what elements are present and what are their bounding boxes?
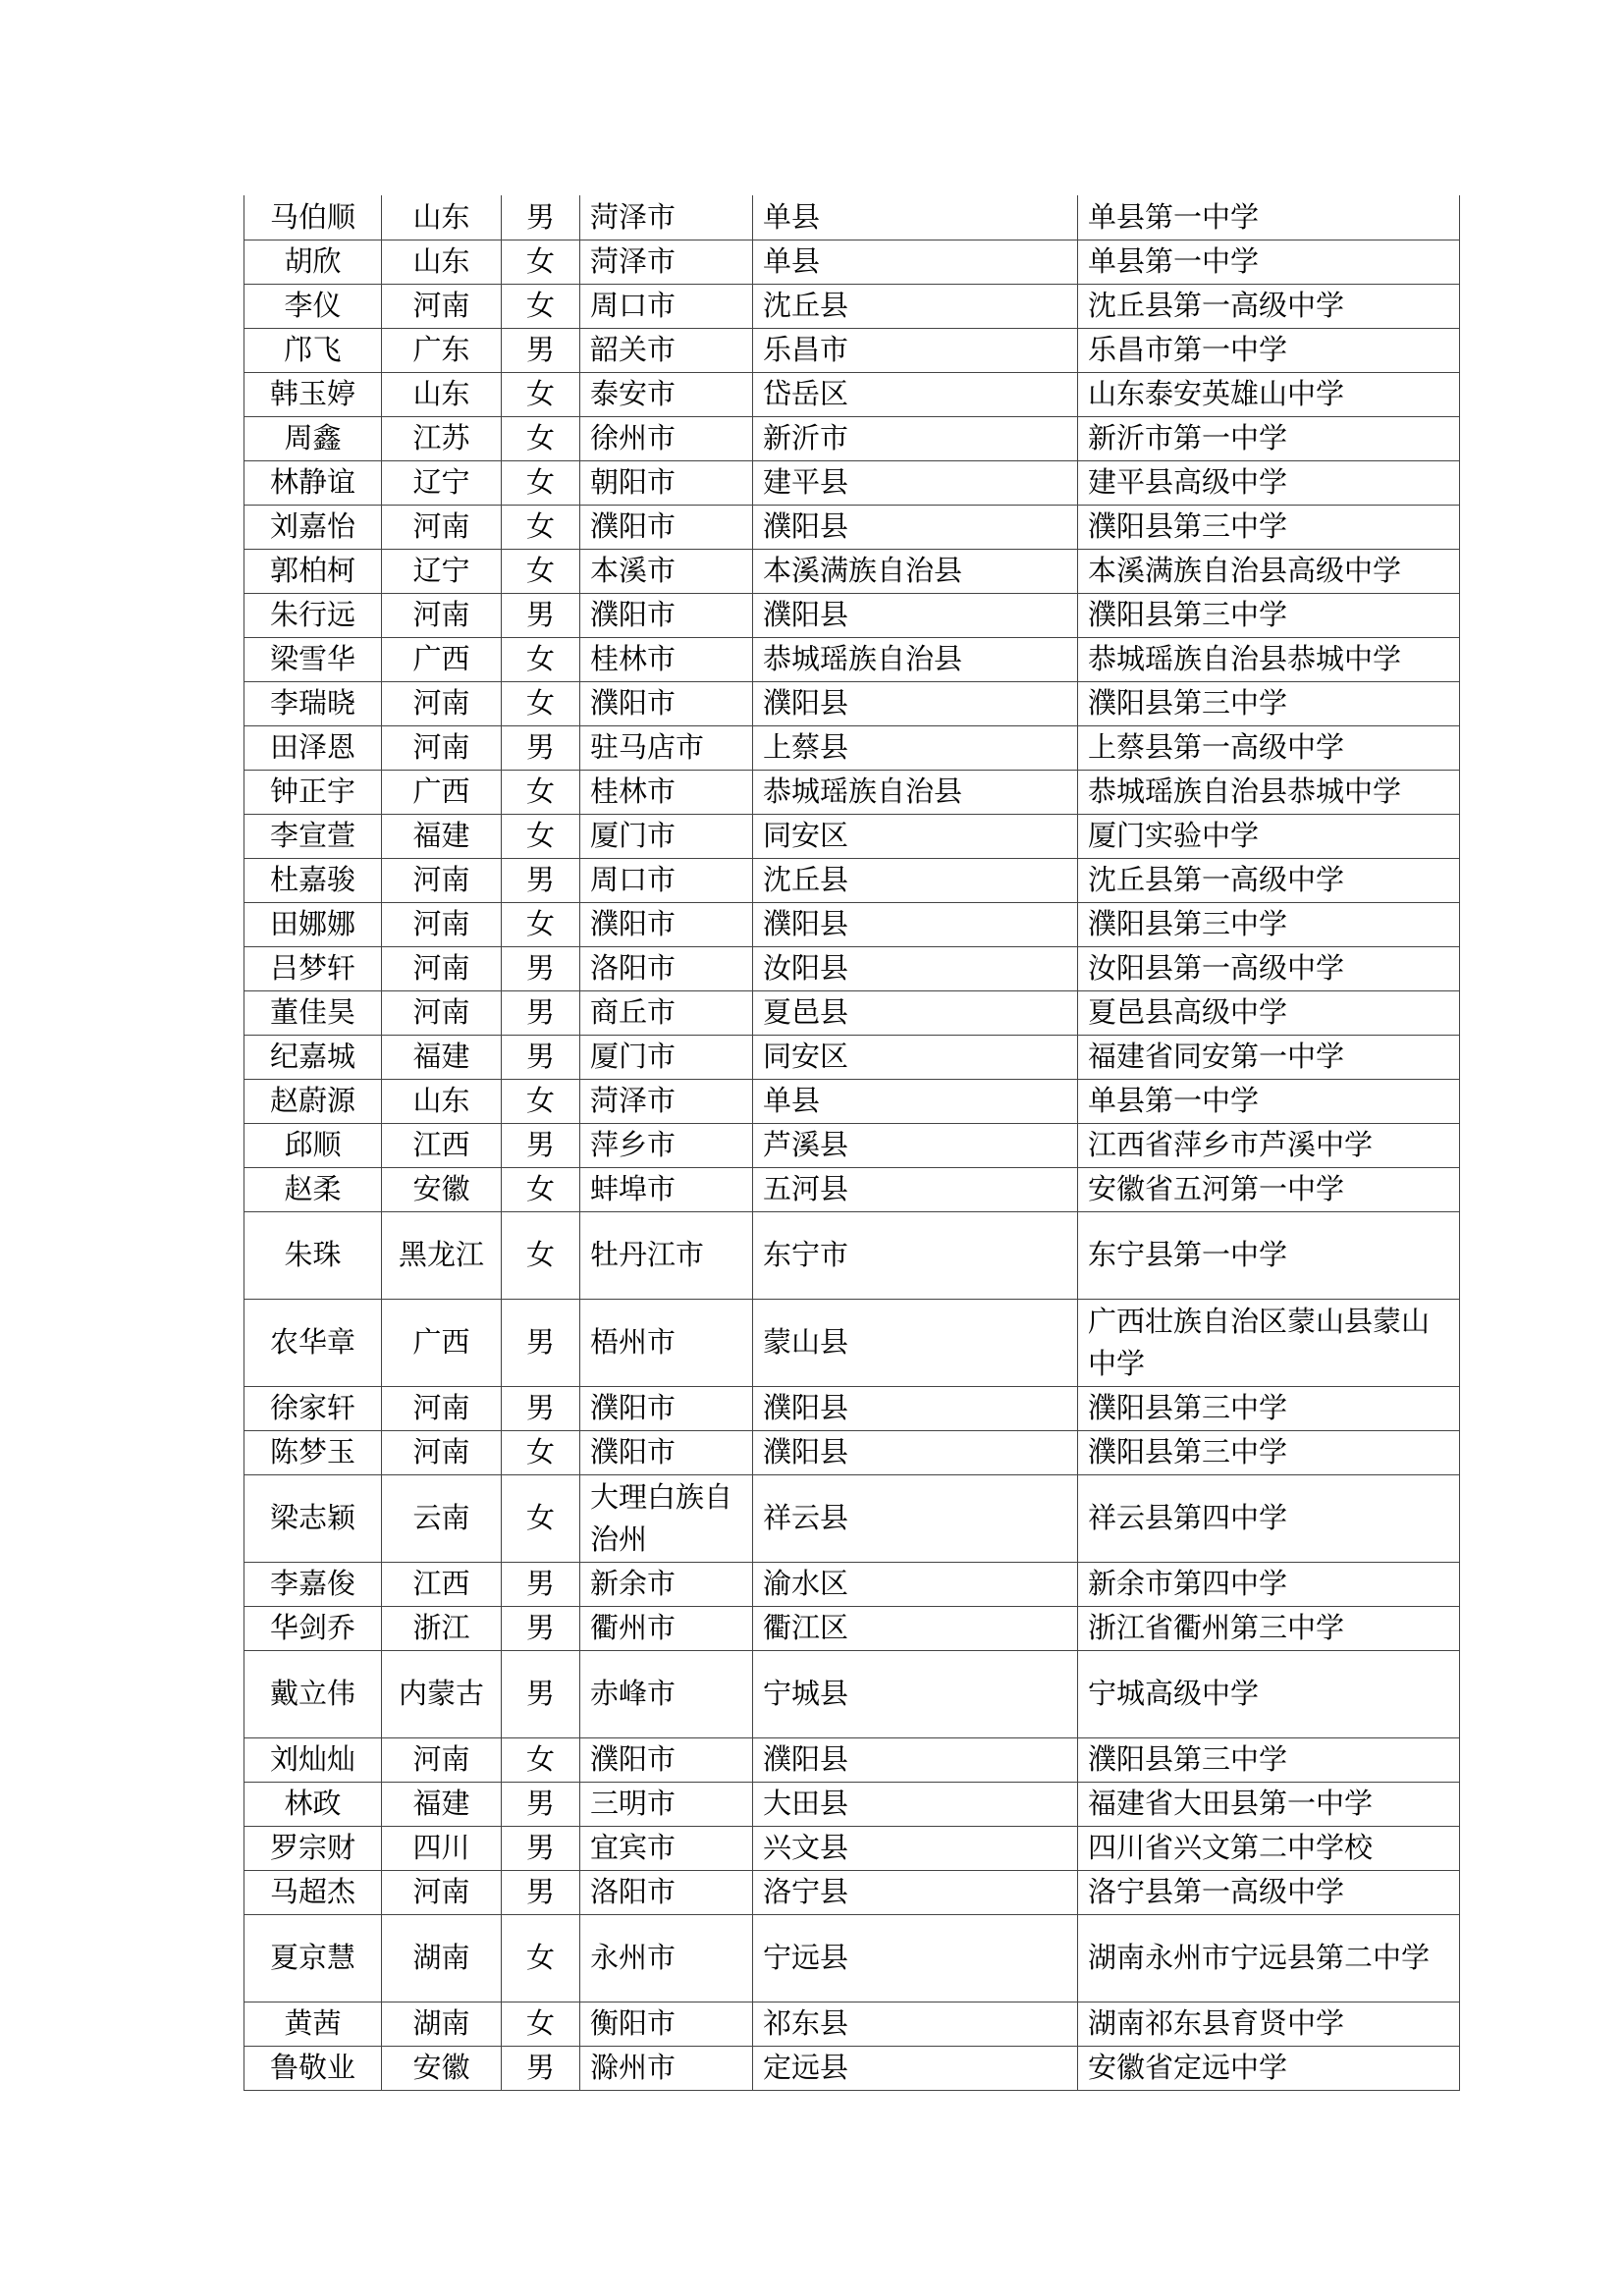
name-cell: 胡欣 [244, 240, 382, 284]
table-row [244, 2046, 1460, 2090]
name-cell: 鲁敬业 [244, 2046, 382, 2090]
table-row [244, 416, 1460, 460]
name-cell: 邝飞 [244, 328, 382, 372]
city-cell: 三明市 [580, 1782, 753, 1826]
gender-cell: 女 [502, 1914, 580, 2002]
school-cell: 宁城高级中学 [1078, 1650, 1460, 1737]
county-cell: 新沂市 [753, 416, 1078, 460]
city-cell: 菏泽市 [580, 240, 753, 284]
province-cell: 河南 [382, 505, 502, 549]
table-row [244, 681, 1460, 725]
city-cell: 赤峰市 [580, 1650, 753, 1737]
gender-cell: 女 [502, 1474, 580, 1562]
name-cell: 刘嘉怡 [244, 505, 382, 549]
gender-cell: 女 [502, 1211, 580, 1299]
table-row [244, 2002, 1460, 2046]
province-cell: 四川 [382, 1826, 502, 1870]
province-cell: 黑龙江 [382, 1211, 502, 1299]
county-cell: 宁远县 [753, 1914, 1078, 2002]
school-cell: 恭城瑶族自治县恭城中学 [1078, 770, 1460, 814]
city-cell: 濮阳市 [580, 1386, 753, 1430]
county-cell: 东宁市 [753, 1211, 1078, 1299]
county-cell: 濮阳县 [753, 505, 1078, 549]
name-cell: 田泽恩 [244, 725, 382, 770]
city-cell: 新余市 [580, 1562, 753, 1606]
school-cell: 湖南永州市宁远县第二中学 [1078, 1914, 1460, 2002]
province-cell: 河南 [382, 284, 502, 328]
county-cell: 夏邑县 [753, 990, 1078, 1035]
county-cell: 蒙山县 [753, 1299, 1078, 1386]
table-row [244, 814, 1460, 858]
gender-cell: 女 [502, 240, 580, 284]
school-cell: 新沂市第一中学 [1078, 416, 1460, 460]
school-cell: 四川省兴文第二中学校 [1078, 1826, 1460, 1870]
school-cell: 濮阳县第三中学 [1078, 681, 1460, 725]
table-row [244, 902, 1460, 946]
name-cell: 朱行远 [244, 593, 382, 637]
city-cell: 韶关市 [580, 328, 753, 372]
school-cell: 本溪满族自治县高级中学 [1078, 549, 1460, 593]
school-cell: 洛宁县第一高级中学 [1078, 1870, 1460, 1914]
city-cell: 大理白族自治州 [580, 1474, 753, 1562]
name-cell: 李仪 [244, 284, 382, 328]
school-cell: 广西壮族自治区蒙山县蒙山中学 [1078, 1299, 1460, 1386]
gender-cell: 男 [502, 1299, 580, 1386]
school-cell: 厦门实验中学 [1078, 814, 1460, 858]
city-cell: 濮阳市 [580, 902, 753, 946]
table-row [244, 1782, 1460, 1826]
table-row [244, 946, 1460, 990]
county-cell: 衢江区 [753, 1606, 1078, 1650]
table-row [244, 1737, 1460, 1782]
gender-cell: 女 [502, 460, 580, 505]
city-cell: 桂林市 [580, 770, 753, 814]
county-cell: 沈丘县 [753, 858, 1078, 902]
school-cell: 安徽省定远中学 [1078, 2046, 1460, 2090]
province-cell: 江西 [382, 1123, 502, 1167]
name-cell: 董佳昊 [244, 990, 382, 1035]
table-row [244, 1430, 1460, 1474]
school-cell: 单县第一中学 [1078, 195, 1460, 240]
city-cell: 牡丹江市 [580, 1211, 753, 1299]
table-row [244, 637, 1460, 681]
gender-cell: 男 [502, 725, 580, 770]
province-cell: 河南 [382, 1737, 502, 1782]
table-row [244, 1474, 1460, 1562]
name-cell: 田娜娜 [244, 902, 382, 946]
name-cell: 罗宗财 [244, 1826, 382, 1870]
gender-cell: 男 [502, 1782, 580, 1826]
city-cell: 洛阳市 [580, 1870, 753, 1914]
name-cell: 郭柏柯 [244, 549, 382, 593]
school-cell: 乐昌市第一中学 [1078, 328, 1460, 372]
table-row [244, 284, 1460, 328]
name-cell: 林政 [244, 1782, 382, 1826]
name-cell: 夏京慧 [244, 1914, 382, 2002]
school-cell: 福建省大田县第一中学 [1078, 1782, 1460, 1826]
school-cell: 安徽省五河第一中学 [1078, 1167, 1460, 1211]
school-cell: 濮阳县第三中学 [1078, 1430, 1460, 1474]
province-cell: 山东 [382, 372, 502, 416]
province-cell: 广东 [382, 328, 502, 372]
province-cell: 安徽 [382, 1167, 502, 1211]
school-cell: 濮阳县第三中学 [1078, 1386, 1460, 1430]
city-cell: 衡阳市 [580, 2002, 753, 2046]
name-cell: 徐家轩 [244, 1386, 382, 1430]
county-cell: 宁城县 [753, 1650, 1078, 1737]
name-cell: 马超杰 [244, 1870, 382, 1914]
province-cell: 浙江 [382, 1606, 502, 1650]
province-cell: 江苏 [382, 416, 502, 460]
gender-cell: 女 [502, 637, 580, 681]
city-cell: 驻马店市 [580, 725, 753, 770]
county-cell: 祥云县 [753, 1474, 1078, 1562]
city-cell: 菏泽市 [580, 195, 753, 240]
table-row [244, 593, 1460, 637]
city-cell: 蚌埠市 [580, 1167, 753, 1211]
gender-cell: 男 [502, 1035, 580, 1079]
city-cell: 徐州市 [580, 416, 753, 460]
province-cell: 广西 [382, 770, 502, 814]
school-cell: 建平县高级中学 [1078, 460, 1460, 505]
city-cell: 周口市 [580, 858, 753, 902]
name-cell: 纪嘉城 [244, 1035, 382, 1079]
name-cell: 刘灿灿 [244, 1737, 382, 1782]
name-cell: 韩玉婷 [244, 372, 382, 416]
school-cell: 福建省同安第一中学 [1078, 1035, 1460, 1079]
table-row [244, 1386, 1460, 1430]
school-cell: 濮阳县第三中学 [1078, 1737, 1460, 1782]
province-cell: 湖南 [382, 2002, 502, 2046]
city-cell: 本溪市 [580, 549, 753, 593]
province-cell: 安徽 [382, 2046, 502, 2090]
county-cell: 濮阳县 [753, 902, 1078, 946]
county-cell: 濮阳县 [753, 1386, 1078, 1430]
gender-cell: 女 [502, 416, 580, 460]
table-row [244, 1562, 1460, 1606]
gender-cell: 女 [502, 2002, 580, 2046]
name-cell: 梁志颖 [244, 1474, 382, 1562]
county-cell: 恭城瑶族自治县 [753, 770, 1078, 814]
county-cell: 渝水区 [753, 1562, 1078, 1606]
gender-cell: 男 [502, 1123, 580, 1167]
county-cell: 大田县 [753, 1782, 1078, 1826]
gender-cell: 男 [502, 990, 580, 1035]
city-cell: 厦门市 [580, 1035, 753, 1079]
province-cell: 江西 [382, 1562, 502, 1606]
table-row [244, 1167, 1460, 1211]
table-row [244, 1650, 1460, 1737]
student-roster-table [244, 195, 1460, 2091]
gender-cell: 男 [502, 858, 580, 902]
city-cell: 洛阳市 [580, 946, 753, 990]
gender-cell: 女 [502, 372, 580, 416]
gender-cell: 女 [502, 1430, 580, 1474]
name-cell: 朱珠 [244, 1211, 382, 1299]
school-cell: 沈丘县第一高级中学 [1078, 858, 1460, 902]
province-cell: 河南 [382, 593, 502, 637]
province-cell: 河南 [382, 725, 502, 770]
school-cell: 沈丘县第一高级中学 [1078, 284, 1460, 328]
province-cell: 河南 [382, 681, 502, 725]
table-row [244, 328, 1460, 372]
name-cell: 陈梦玉 [244, 1430, 382, 1474]
school-cell: 新余市第四中学 [1078, 1562, 1460, 1606]
school-cell: 山东泰安英雄山中学 [1078, 372, 1460, 416]
name-cell: 马伯顺 [244, 195, 382, 240]
province-cell: 广西 [382, 1299, 502, 1386]
table-row [244, 240, 1460, 284]
city-cell: 衢州市 [580, 1606, 753, 1650]
roster-body [244, 195, 1460, 2090]
name-cell: 赵蔚源 [244, 1079, 382, 1123]
name-cell: 周鑫 [244, 416, 382, 460]
county-cell: 洛宁县 [753, 1870, 1078, 1914]
city-cell: 梧州市 [580, 1299, 753, 1386]
province-cell: 河南 [382, 946, 502, 990]
name-cell: 杜嘉骏 [244, 858, 382, 902]
gender-cell: 男 [502, 1562, 580, 1606]
school-cell: 湖南祁东县育贤中学 [1078, 2002, 1460, 2046]
city-cell: 朝阳市 [580, 460, 753, 505]
name-cell: 李瑞晓 [244, 681, 382, 725]
gender-cell: 男 [502, 195, 580, 240]
school-cell: 濮阳县第三中学 [1078, 593, 1460, 637]
gender-cell: 男 [502, 946, 580, 990]
city-cell: 永州市 [580, 1914, 753, 2002]
city-cell: 桂林市 [580, 637, 753, 681]
table-row [244, 1211, 1460, 1299]
county-cell: 濮阳县 [753, 1737, 1078, 1782]
school-cell: 祥云县第四中学 [1078, 1474, 1460, 1562]
table-row [244, 372, 1460, 416]
province-cell: 湖南 [382, 1914, 502, 2002]
name-cell: 农华章 [244, 1299, 382, 1386]
province-cell: 福建 [382, 1782, 502, 1826]
school-cell: 上蔡县第一高级中学 [1078, 725, 1460, 770]
gender-cell: 男 [502, 1870, 580, 1914]
province-cell: 辽宁 [382, 460, 502, 505]
county-cell: 濮阳县 [753, 593, 1078, 637]
name-cell: 李宣萱 [244, 814, 382, 858]
school-cell: 濮阳县第三中学 [1078, 902, 1460, 946]
province-cell: 福建 [382, 814, 502, 858]
name-cell: 黄茜 [244, 2002, 382, 2046]
province-cell: 内蒙古 [382, 1650, 502, 1737]
name-cell: 林静谊 [244, 460, 382, 505]
city-cell: 濮阳市 [580, 1737, 753, 1782]
gender-cell: 女 [502, 1079, 580, 1123]
city-cell: 濮阳市 [580, 505, 753, 549]
city-cell: 滁州市 [580, 2046, 753, 2090]
gender-cell: 女 [502, 902, 580, 946]
city-cell: 厦门市 [580, 814, 753, 858]
city-cell: 泰安市 [580, 372, 753, 416]
school-cell: 夏邑县高级中学 [1078, 990, 1460, 1035]
county-cell: 兴文县 [753, 1826, 1078, 1870]
county-cell: 濮阳县 [753, 681, 1078, 725]
county-cell: 单县 [753, 240, 1078, 284]
table-row [244, 549, 1460, 593]
gender-cell: 女 [502, 681, 580, 725]
city-cell: 濮阳市 [580, 593, 753, 637]
name-cell: 华剑乔 [244, 1606, 382, 1650]
gender-cell: 女 [502, 1167, 580, 1211]
province-cell: 辽宁 [382, 549, 502, 593]
province-cell: 河南 [382, 1386, 502, 1430]
table-row [244, 1123, 1460, 1167]
gender-cell: 男 [502, 1386, 580, 1430]
province-cell: 河南 [382, 858, 502, 902]
province-cell: 河南 [382, 990, 502, 1035]
gender-cell: 男 [502, 1606, 580, 1650]
table-row [244, 725, 1460, 770]
gender-cell: 男 [502, 1650, 580, 1737]
county-cell: 本溪满族自治县 [753, 549, 1078, 593]
province-cell: 河南 [382, 1870, 502, 1914]
gender-cell: 女 [502, 505, 580, 549]
table-row [244, 858, 1460, 902]
table-row [244, 770, 1460, 814]
table-row [244, 1870, 1460, 1914]
county-cell: 单县 [753, 1079, 1078, 1123]
province-cell: 广西 [382, 637, 502, 681]
school-cell: 单县第一中学 [1078, 240, 1460, 284]
gender-cell: 女 [502, 549, 580, 593]
table-row [244, 1035, 1460, 1079]
table-row [244, 505, 1460, 549]
table-row [244, 1079, 1460, 1123]
county-cell: 乐昌市 [753, 328, 1078, 372]
county-cell: 单县 [753, 195, 1078, 240]
city-cell: 商丘市 [580, 990, 753, 1035]
province-cell: 河南 [382, 1430, 502, 1474]
school-cell: 汝阳县第一高级中学 [1078, 946, 1460, 990]
name-cell: 梁雪华 [244, 637, 382, 681]
county-cell: 岱岳区 [753, 372, 1078, 416]
province-cell: 河南 [382, 902, 502, 946]
province-cell: 福建 [382, 1035, 502, 1079]
gender-cell: 女 [502, 814, 580, 858]
province-cell: 云南 [382, 1474, 502, 1562]
province-cell: 山东 [382, 195, 502, 240]
city-cell: 萍乡市 [580, 1123, 753, 1167]
name-cell: 邱顺 [244, 1123, 382, 1167]
gender-cell: 男 [502, 328, 580, 372]
county-cell: 五河县 [753, 1167, 1078, 1211]
county-cell: 濮阳县 [753, 1430, 1078, 1474]
county-cell: 同安区 [753, 814, 1078, 858]
school-cell: 单县第一中学 [1078, 1079, 1460, 1123]
name-cell: 李嘉俊 [244, 1562, 382, 1606]
name-cell: 钟正宇 [244, 770, 382, 814]
school-cell: 江西省萍乡市芦溪中学 [1078, 1123, 1460, 1167]
county-cell: 建平县 [753, 460, 1078, 505]
table-row [244, 460, 1460, 505]
name-cell: 吕梦轩 [244, 946, 382, 990]
city-cell: 周口市 [580, 284, 753, 328]
gender-cell: 男 [502, 593, 580, 637]
county-cell: 祁东县 [753, 2002, 1078, 2046]
table-row [244, 1299, 1460, 1386]
school-cell: 恭城瑶族自治县恭城中学 [1078, 637, 1460, 681]
gender-cell: 女 [502, 284, 580, 328]
table-row [244, 1606, 1460, 1650]
name-cell: 戴立伟 [244, 1650, 382, 1737]
city-cell: 宜宾市 [580, 1826, 753, 1870]
gender-cell: 女 [502, 1737, 580, 1782]
school-cell: 浙江省衢州第三中学 [1078, 1606, 1460, 1650]
table-row [244, 1914, 1460, 2002]
gender-cell: 男 [502, 1826, 580, 1870]
county-cell: 汝阳县 [753, 946, 1078, 990]
table-row [244, 990, 1460, 1035]
city-cell: 濮阳市 [580, 681, 753, 725]
county-cell: 恭城瑶族自治县 [753, 637, 1078, 681]
school-cell: 东宁县第一中学 [1078, 1211, 1460, 1299]
county-cell: 同安区 [753, 1035, 1078, 1079]
county-cell: 沈丘县 [753, 284, 1078, 328]
table-row [244, 1826, 1460, 1870]
county-cell: 定远县 [753, 2046, 1078, 2090]
county-cell: 芦溪县 [753, 1123, 1078, 1167]
city-cell: 菏泽市 [580, 1079, 753, 1123]
name-cell: 赵柔 [244, 1167, 382, 1211]
gender-cell: 女 [502, 770, 580, 814]
table-row [244, 195, 1460, 240]
school-cell: 濮阳县第三中学 [1078, 505, 1460, 549]
province-cell: 山东 [382, 1079, 502, 1123]
city-cell: 濮阳市 [580, 1430, 753, 1474]
province-cell: 山东 [382, 240, 502, 284]
county-cell: 上蔡县 [753, 725, 1078, 770]
gender-cell: 男 [502, 2046, 580, 2090]
